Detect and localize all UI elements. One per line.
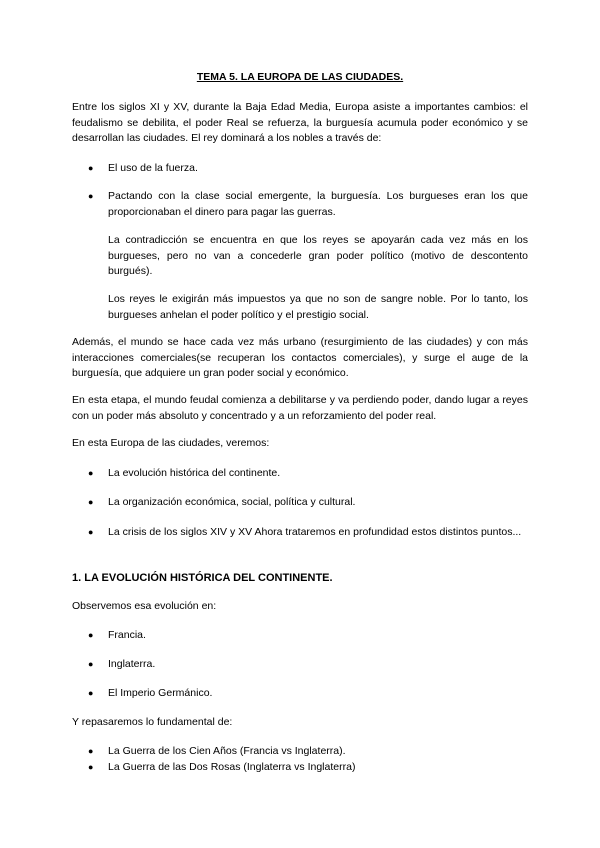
bullet-icon: ● — [88, 630, 94, 640]
list4-item-2: La Guerra de las Dos Rosas (Inglaterra vs Inglaterra) — [108, 761, 356, 773]
bullet-icon: ● — [88, 659, 94, 669]
paragraph-6: Y repasaremos lo fundamental de: — [72, 716, 233, 728]
paragraph-4: En esta Europa de las ciudades, veremos: — [72, 437, 270, 449]
list1-item-1: El uso de la fuerza. — [108, 162, 198, 174]
paragraph-2: Además, el mundo se hace cada vez más urbano (resurgimiento de las ciudades) y con más interacciones comerciales(se recuperan los contactos comerciales), y surge el auge de la burguesía, que adquiere un gran poder social y económico. — [72, 336, 528, 379]
bullet-icon: ● — [88, 762, 94, 772]
bullet-icon: ● — [88, 468, 94, 478]
paragraph-5: Observemos esa evolución en: — [72, 600, 217, 612]
sub-paragraph-2: Los reyes le exigirán más impuestos ya que no son de sangre noble. Por lo tanto, los burgueses anhelan el poder político y el prestigio social. — [108, 293, 528, 321]
list4-item-1: La Guerra de los Cien Años (Francia vs Inglaterra). — [108, 745, 346, 757]
list3-item-2: Inglaterra. — [108, 658, 156, 670]
list2-item-3: La crisis de los siglos XIV y XV Ahora trataremos en profundidad estos distintos puntos... — [108, 526, 522, 538]
bullet-icon: ● — [88, 191, 94, 201]
list2-item-2: La organización económica, social, política y cultural. — [108, 496, 356, 508]
bullet-icon: ● — [88, 497, 94, 507]
paragraph-3: En esta etapa, el mundo feudal comienza a debilitarse y va perdiendo poder, dando lugar a reyes con un poder más absoluto y concentrado y a un reforzamiento del poder real. — [72, 394, 528, 422]
list2-item-1: La evolución histórica del continente. — [108, 467, 281, 479]
bullet-icon: ● — [88, 527, 94, 537]
bullet-icon: ● — [88, 163, 94, 173]
list3-item-3: El Imperio Germánico. — [108, 687, 213, 699]
section-heading: 1. LA EVOLUCIÓN HISTÓRICA DEL CONTINENTE. — [72, 572, 333, 584]
intro-paragraph: Entre los siglos XI y XV, durante la Baja Edad Media, Europa asiste a importantes cambios: el feudalismo se debilita, el poder Real se refuerza, la burguesía acumula poder económico y se desarrollan las ciudades. El rey dominará a los nobles a través de: — [72, 101, 528, 144]
bullet-icon: ● — [88, 688, 94, 698]
list3-item-1: Francia. — [108, 629, 146, 641]
list1-item-2: Pactando con la clase social emergente, la burguesía. Los burgueses eran los que proporcionaban el dinero para pagar las guerras. — [108, 190, 528, 218]
sub-paragraph-1: La contradicción se encuentra en que los reyes se apoyarán cada vez más en los burgueses, pero no van a concederle gran poder político (motivo de descontento burgués). — [108, 234, 528, 277]
bullet-icon: ● — [88, 746, 94, 756]
document-title: TEMA 5. LA EUROPA DE LAS CIUDADES. — [196, 71, 404, 83]
